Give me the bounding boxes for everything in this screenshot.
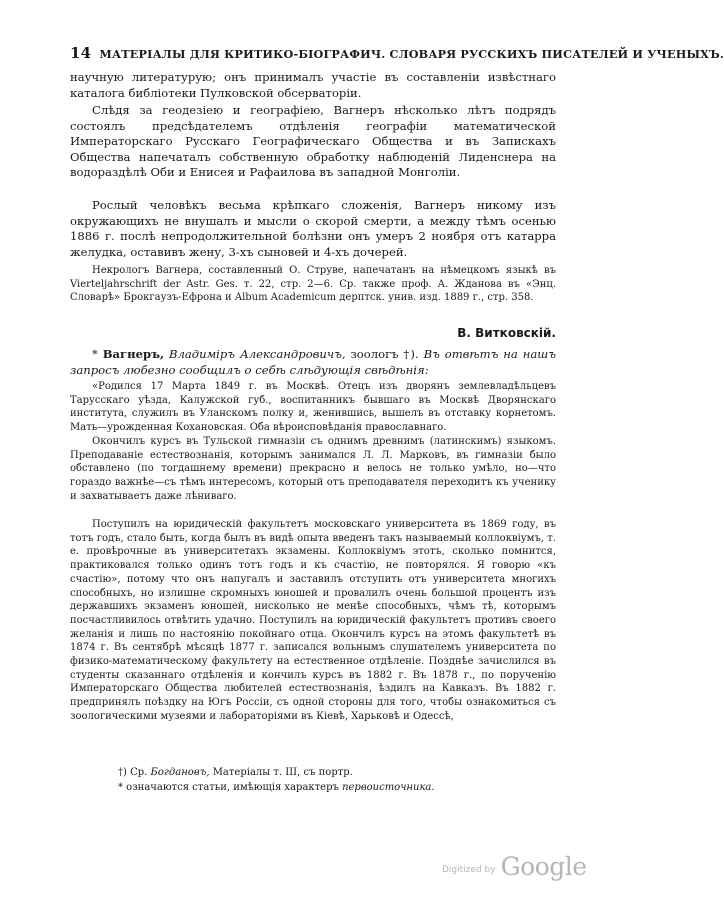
footnote-dagger-prefix: †) Ср. <box>118 767 148 778</box>
paragraph-death: Рослый человѣкъ весьма крѣпкаго сложенія, Вагнеръ никому изъ окружающихъ не внушалъ и мысли о скорой смерти, а между тѣмъ осенью 1886 г. послѣ непродолжительной болѣзни онъ умеръ 2 ноября отъ катарра желудка, оставивъ жену, 3-хъ сыновей и 4-хъ дочерей. <box>70 198 556 259</box>
page-number: 14 <box>70 44 92 62</box>
running-title: МАТЕРІАЛЫ ДЛЯ КРИТИКО-БІОГРАФИЧ. СЛОВАРЯ РУССКИХЪ ПИСАТЕЛЕЙ И УЧЕНЫХЪ. <box>99 47 724 61</box>
entry-marker: * <box>92 347 98 361</box>
entry-given-name: Владиміръ Александровичъ, <box>168 347 346 361</box>
paragraph-geodesy: Слѣдя за геодезіею и географіею, Вагнеръ нѣсколько лѣтъ подрядъ состоялъ предсѣдателемъ отдѣленія географіи математической Императорскаго Русскаго Географическаго Общества и въ Запискахъ Общества напечаталъ собственную обработку наблюденій Лиденснера на водораздѣлѣ Оби и Енисея и Рафаилова въ западной Монголіи. <box>70 103 556 180</box>
footnote-dagger <box>118 766 558 780</box>
paragraph-obituary-refs: Некрологъ Вагнера, составленный О. Струве, напечатанъ на нѣмецкомъ языкѣ въ Vierteljahrschrift der Astr. Ges. т. 22, стр. 2—6. Ср. также проф. А. Жданова въ «Энц. Словарѣ» Брокгаузъ-Ефрона и Album Academicum дерптск. унив. изд. 1889 г., стр. 358. <box>70 265 556 304</box>
running-header <box>70 44 724 62</box>
author-signature: В. Витковскій. <box>457 326 556 340</box>
entry-surname: Вагнеръ, <box>102 347 165 361</box>
quote-birth: «Родился 17 Марта 1849 г. въ Москвѣ. Отецъ изъ дворянъ землевладѣльцевъ Тарусскаго уѣзда, Калужской губ., воспитанникъ бывшаго въ Москвѣ Дворянскаго института, служилъ въ Уланскомъ полку и, женившись, вышелъ въ отставку корнетомъ. Мать—урожденная Кохановская. Оба вѣроисповѣданія православнаго. <box>70 381 556 434</box>
digitized-by-label: Digitized by <box>442 865 496 875</box>
footnote-dagger-rest: Матеріалы т. III, съ портр. <box>212 767 353 778</box>
footnote-dagger-author: Богдановъ, <box>150 767 210 778</box>
entry-reply-note: Въ отвѣтъ на нашъ запросъ любезно сообщилъ о себѣ слѣдующія свѣдѣнія: <box>70 347 556 377</box>
google-logo-text: Google <box>500 852 587 881</box>
quote-university: Поступилъ на юридическій факультетъ московскаго университета въ 1869 году, въ тотъ годъ, стало быть, когда былъ въ видѣ опыта введенъ такъ называемый коллоквіумъ, т. е. провѣрочные въ университетахъ экзамены. Коллоквіумъ этотъ, сколько помнится, практиковался только одинъ тотъ годъ и къ счастію, не повторялся. Я говорю «къ счастію», потому что онъ напугалъ и заставилъ отступить отъ университета многихъ способныхъ, но излишне скромныхъ юношей и провалилъ очень большой процентъ изъ державшихъ экзаменъ юношей, нисколько не менѣе способныхъ, чѣмъ тѣ, которымъ посчастливилось отвѣтить удачно. Поступилъ на юридическій факультетъ противъ своего желанія и лишь по настоянію покойнаго отца. Окончилъ курсъ на этомъ факультетѣ въ 1874 г. Въ сентябрѣ мѣсяцѣ 1877 г. записался вольнымъ слушателемъ университета по физико-математическому факультету на естественное отдѣленіе. Позднѣе зачислился въ студенты сказаннаго отдѣленія и кончилъ курсъ въ 1882 г. Въ 1878 г., по порученію Императорскаго Общества любителей естествознанія, ѣздилъ на Кавказъ. Въ 1882 г. предпринялъ поѣздку на Югъ Россіи, съ одной стороны для того, чтобы ознакомиться съ зоологическими музеями и лабораторіями въ Кіевѣ, Харьковѣ и Одессѣ, <box>70 519 556 722</box>
paragraph-catalogue: научную литературую; онъ принималъ участіе въ составленіи извѣстнаго каталога библіотеки Пулковской обсерваторіи. <box>70 70 556 100</box>
footnote-asterisk-prefix: * означаются статьи, имѣющія характеръ <box>118 782 339 793</box>
footnote-asterisk-italic: первоисточника. <box>342 782 435 793</box>
entry-heading <box>70 346 556 378</box>
footnote-asterisk <box>118 781 558 795</box>
quote-gymnasium: Окончилъ курсъ въ Тульской гимназіи съ однимъ древнимъ (латинскимъ) языкомъ. Преподаваніе естествознанія, которымъ занимался Л. Л. Марковъ, въ гимназіи было обставлено (по тогдашнему времени) прекрасно и велось не только умѣло, но—что гораздо важнѣе—съ тѣмъ интересомъ, который отъ преподавателя переходитъ къ ученику и захватываетъ даже лѣниваго. <box>70 436 556 502</box>
entry-role: зоологъ †). <box>350 347 419 361</box>
google-watermark <box>442 852 587 881</box>
